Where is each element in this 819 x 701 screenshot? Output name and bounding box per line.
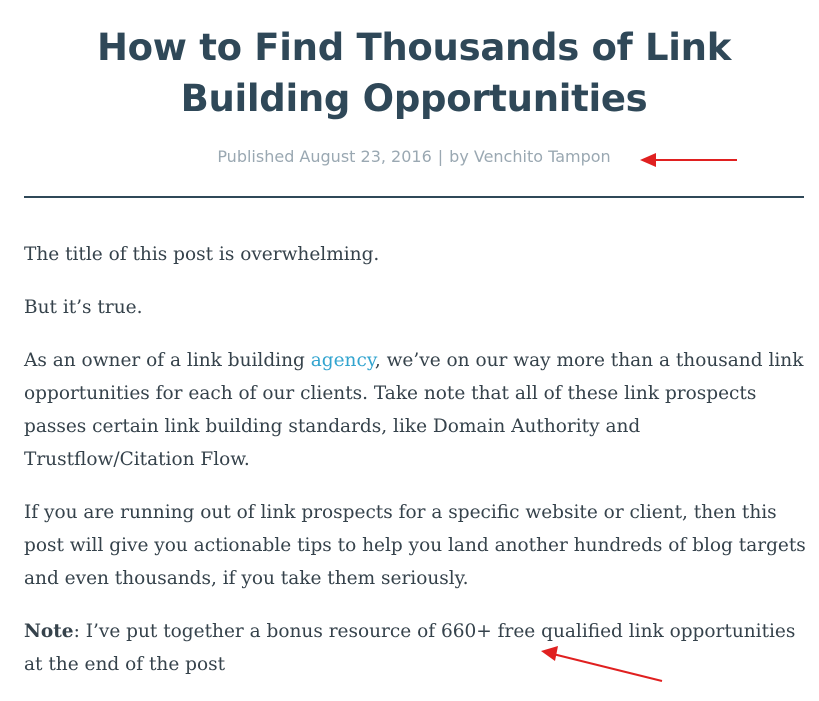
paragraph <box>24 344 809 476</box>
meta-separator: | <box>437 147 444 166</box>
paragraph: If you are running out of link prospects for a specific website or client, then this post will give you actionable tips to help you land another hundreds of blog targets and even thousands, if you take them seriously. <box>24 502 806 589</box>
post-meta <box>24 146 804 168</box>
note-paragraph <box>24 615 809 681</box>
published-date: Published August 23, 2016 <box>217 147 432 166</box>
note-label: Note <box>24 621 74 642</box>
author-byline[interactable]: by Venchito Tampon <box>449 147 611 166</box>
paragraph: The title of this post is overwhelming. <box>24 244 380 265</box>
note-text: : I’ve put together a bonus resource of 660+ free qualified link opportunities at the end of the post <box>24 621 796 675</box>
paragraph-text: , we’ve on our way more than a thousand link opportunities for each of our clients. Take note that all of these link prospects passes certain link building standards, like Domain Authority and Trustflow/Citation Flow. <box>24 350 804 470</box>
paragraph: But it’s true. <box>24 297 143 318</box>
agency-link[interactable]: agency <box>310 350 375 371</box>
title-divider <box>24 196 804 198</box>
post-title: How to Find Thousands of Link Building Opportunities <box>96 26 732 120</box>
paragraph-text: As an owner of a link building <box>24 350 311 371</box>
article-body <box>24 238 809 701</box>
